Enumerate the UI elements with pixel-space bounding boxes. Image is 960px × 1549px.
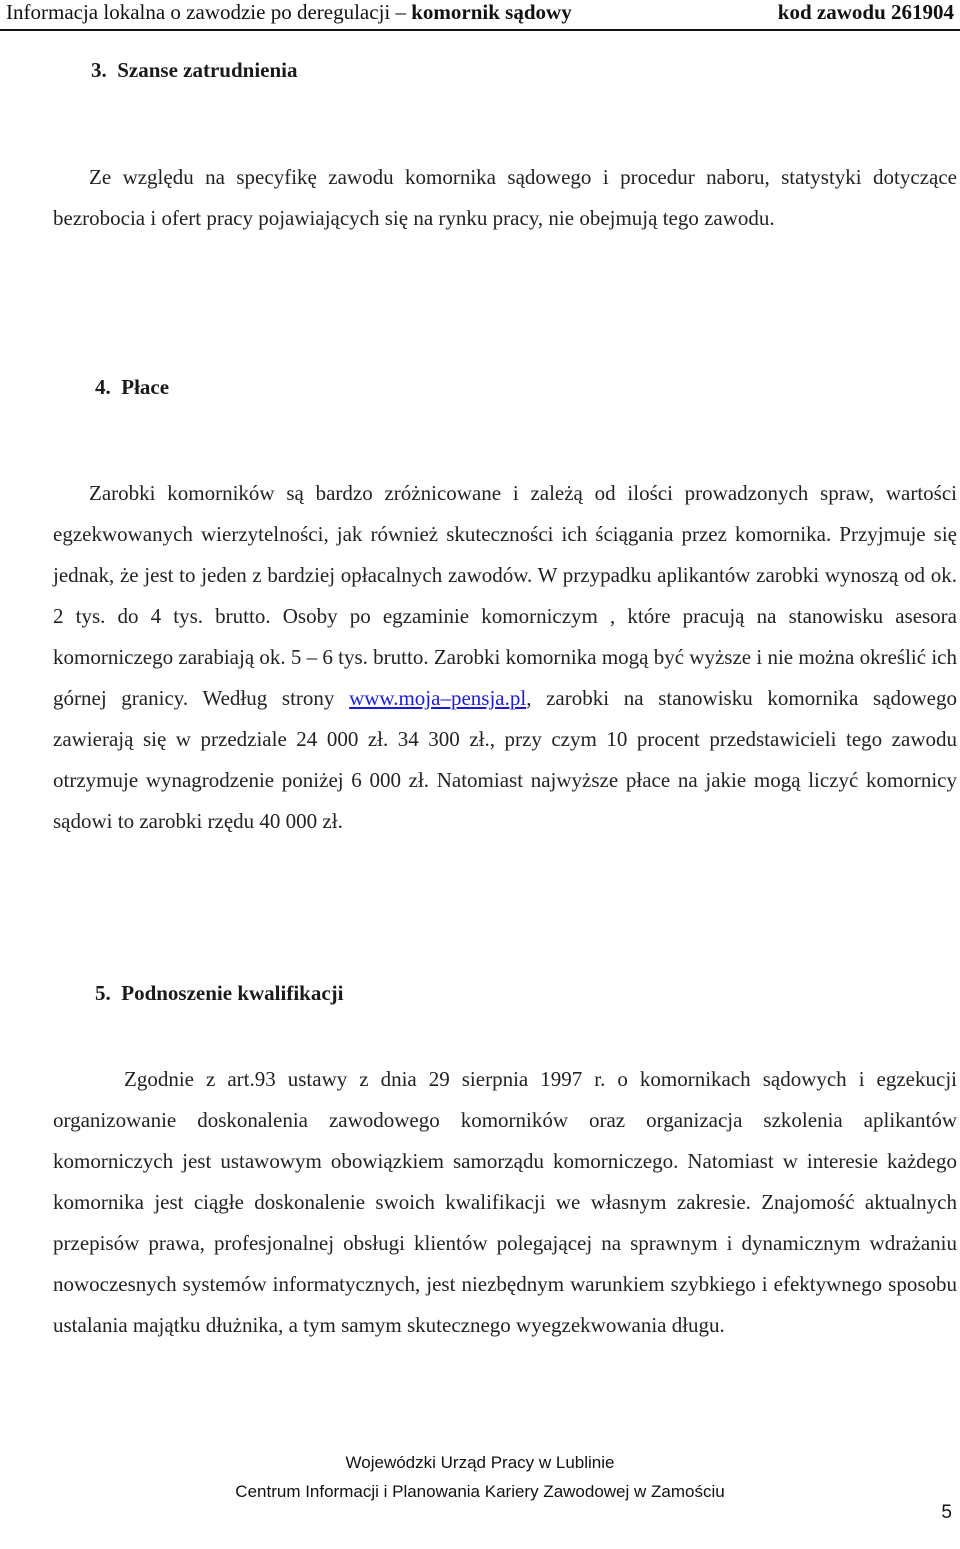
header-occupation-code: kod zawodu 261904	[777, 0, 954, 24]
section-4-title: Płace	[121, 375, 170, 399]
section-4-text-b: , zarobki na stanowisku komornika sądowego zawierają się w przedziale 24 000 zł. 34 300 zł., przy czym 10 procent przedstawicieli tego zawodu otrzymuje wynagrodzenie poniżej 6 000 zł. Natomiast najwyższe płace na jakie mogą liczyć komornicy sądowi to zarobki rzędu 40 000 zł.	[53, 686, 957, 833]
section-4-paragraph	[53, 473, 957, 842]
running-header	[0, 0, 960, 28]
footer-institution: Wojewódzki Urząd Pracy w Lublinie	[345, 1453, 615, 1472]
section-3-title: Szanse zatrudnienia	[117, 58, 298, 82]
footer-department: Centrum Informacji i Planowania Kariery Zawodowej w Zamościu	[235, 1482, 725, 1501]
header-title	[6, 0, 572, 25]
section-3-paragraph: Ze względu na specyfikę zawodu komornika sądowego i procedur naboru, statystyki dotyczące bezrobocia i ofert pracy pojawiających się na rynku pracy, nie obejmują tego zawodu.	[53, 165, 957, 230]
page-number: 5	[941, 1502, 952, 1523]
section-5-title: Podnoszenie kwalifikacji	[121, 981, 344, 1005]
header-divider	[0, 29, 960, 31]
moja-pensja-link[interactable]: www.moja–pensja.pl	[349, 686, 527, 710]
section-4-number: 4.	[95, 375, 111, 399]
header-title-text: Informacja lokalna o zawodzie po deregulacji –	[6, 0, 412, 24]
section-5-number: 5.	[95, 981, 111, 1005]
section-3-number: 3.	[91, 58, 107, 82]
section-3-heading	[91, 58, 298, 83]
header-occupation: komornik sądowy	[411, 0, 572, 24]
section-5-heading	[95, 981, 344, 1006]
section-4-text-a: Zarobki komorników są bardzo zróżnicowane i zależą od ilości prowadzonych spraw, wartości egzekwowanych wierzytelności, jak również skuteczności ich ściągania przez komornika. Przyjmuje się jednak, że jest to jeden z bardziej opłacalnych zawodów. W przypadku aplikantów zarobki wynoszą od ok. 2 tys. do 4 tys. brutto. Osoby po egzaminie komorniczym , które pracują na stanowisku asesora komorniczego zarabiają ok. 5 – 6 tys. brutto. Zarobki komornika mogą być wyższe i nie można określić ich górnej granicy. Według strony	[53, 481, 957, 710]
section-4-heading	[95, 375, 169, 400]
section-5-paragraph: Zgodnie z art.93 ustawy z dnia 29 sierpnia 1997 r. o komornikach sądowych i egzekucji organizowanie doskonalenia zawodowego komorników oraz organizacja szkolenia aplikantów komorniczych jest ustawowym obowiązkiem samorządu komorniczego. Natomiast w interesie każdego komornika jest ciągłe doskonalenie swoich kwalifikacji we własnym zakresie. Znajomość aktualnych przepisów prawa, profesjonalnej obsługi klientów polegającej na sprawnym i dynamicznym wdrażaniu nowoczesnych systemów informatycznych, jest niezbędnym warunkiem szybkiego i efektywnego sposobu ustalania majątku dłużnika, a tym samym skutecznego wyegzekwowania długu.	[53, 1067, 957, 1337]
